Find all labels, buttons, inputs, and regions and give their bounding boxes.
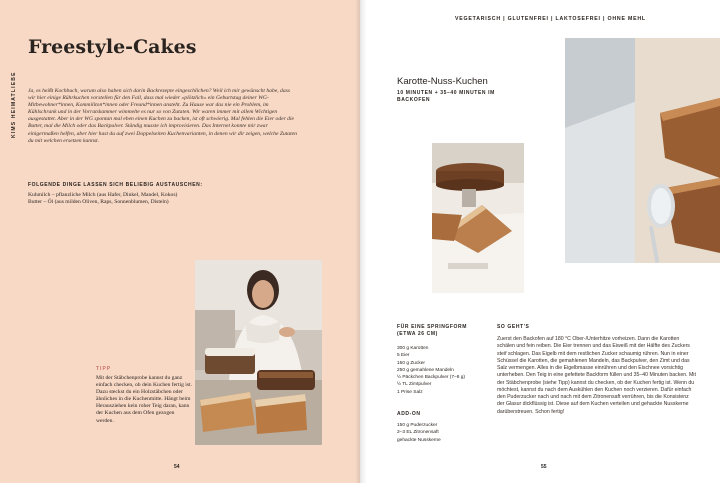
photo-carrot-cake bbox=[432, 143, 524, 293]
swap-item-milk: Kuhmilch – pflanzliche Milch (aus Hafer, Dinkel, Mandel, Kokos) bbox=[28, 192, 178, 198]
ingredients-list bbox=[397, 345, 465, 396]
swap-item-butter: Butter – Öl (aus milden Oliven, Raps, Sonnenblumen, Disteln) bbox=[28, 199, 169, 206]
steps-heading: SO GEHT'S bbox=[497, 324, 530, 330]
tipp-text: Mit der Stäbchenprobe kannst du ganz einfach checken, ob dein Kuchen fertig ist. Dazu steckst du ein Holzstäbchen oder ähnliches in die Kuchenmitte. Hängt beim Herausziehen kein roher Teig daran, kann der Kuchen aus dem Ofen gezogen werden. bbox=[96, 375, 192, 424]
cake-slices-photo-illustration bbox=[565, 38, 720, 263]
recipe-time: 10 MINUTEN + 35–40 MINUTEN IM BACKOFEN bbox=[397, 90, 495, 103]
ingredient-item: ½ TL Zimtpulver bbox=[397, 382, 432, 388]
ingredient-item: 1 Prise Salz bbox=[397, 389, 423, 395]
ingredient-item: 300 g Karotten bbox=[397, 346, 429, 351]
side-label bbox=[6, 40, 16, 140]
diet-tags: VEGETARISCH | GLUTENFREI | LAKTOSEFREI | OHNE MEHL bbox=[455, 16, 646, 22]
addon-item: 2–3 EL Zitronensaft bbox=[397, 430, 439, 436]
carrot-cake-photo-illustration bbox=[432, 143, 524, 293]
page-number-left: 54 bbox=[174, 464, 180, 470]
addon-item: gehackte Nusskerne bbox=[397, 437, 441, 443]
ingredient-item: 5 Eier bbox=[397, 353, 410, 359]
page-title: Freestyle-Cakes bbox=[28, 36, 197, 58]
addon-heading: ADD-ON bbox=[397, 411, 421, 417]
woman-photo-illustration bbox=[195, 260, 322, 445]
addon-item: 150 g Puderzucker bbox=[397, 423, 438, 428]
photo-woman-decorating-cake bbox=[195, 260, 322, 445]
steps-text: Zuerst den Backofen auf 180 °C Ober-/Unterhitze vorheizen. Dann die Karotten schälen und fein reiben. Die Eier trennen und das Eiweiß mit der Hälfte des Zuckers steif schlagen. Das Eigelb mit dem restlichen Zucker schaumig rühren. Nun in einer Schüssel die Karotten, die gemahlenen Mandeln, das Backpulver, den Zimt und das Salz vermengen. Alles in die Eigelbmasse einrühren und den Eischnee vorsichtig unterheben. Den Teig in eine gefettete Backform füllen und 35–40 Minuten backen. Mit der Stäbchenprobe (siehe Tipp) kannst du checken, ob der Kuchen fertig ist. Wenn du möchtest, kannst du nach dem Auskühlen den Kuchen noch verzieren. Dafür einfach den Puderzucker nach und nach mit dem Zitronensaft verrühren, bis die Konsistenz der Glasur dickflüssig ist. Diese auf dem Kuchen verteilen und gehackte Nusskerne darüberstreuen. Schon fertig! bbox=[497, 336, 696, 415]
photo-cake-slices-top bbox=[565, 38, 720, 263]
swap-list bbox=[28, 192, 177, 206]
ingredients-heading: FÜR EINE SPRINGFORM (ETWA 26 CM) bbox=[397, 324, 468, 337]
page-number-right: 55 bbox=[541, 464, 547, 470]
addon-list bbox=[397, 422, 441, 444]
ingredient-item: 150 g Zucker bbox=[397, 360, 425, 366]
intro-paragraph: Ja, es heißt Kochbuch, warum also haben sich darin Backrezepte eingeschlichen? Weil ich mir gewünscht habe, dass wir hier einige Rührkuchen vorstellen für den Fall, dass mal wieder »plötzlich« ein Geburtstag deiner WG-Mitbewohner*innen, Kommiliton*innen oder Freund*innen ansteht. Zu Hause war das nie ein Problem, im Kühlschrank und in der Vorratskammer wimmelte es nur so von Zutaten. Wir waren immer mit allem Wichtigen ausgestattet. Aber in der WG spontan mal eben einen Kuchen zu backen, ist oft schwierig. Mal fehlen die Eier oder die Butter, mal die Milch oder das Backpulver. Ständig musste ich improvisieren. Das Internet konnte mir zwar einigermaßen helfen, aber hier hast du auf zwei Doppelseiten Kuchenvarianten, in denen wir dir zeigen, welche Zutaten du mit welchen ersetzen kannst. bbox=[28, 88, 297, 144]
recipe-title: Karotte-Nuss-Kuchen bbox=[397, 76, 488, 87]
tipp-label: TIPP bbox=[96, 366, 112, 372]
ingredient-item: 250 g gemahlene Mandeln bbox=[397, 367, 454, 373]
swap-heading: FOLGENDE DINGE LASSEN SICH BELIEBIG AUSTAUSCHEN: bbox=[28, 182, 203, 188]
book-gutter bbox=[355, 0, 367, 483]
ingredient-item: ½ Päckchen Backpulver (7–8 g) bbox=[397, 375, 465, 381]
side-label-text: KIMS HEIMATLIEBE bbox=[11, 71, 17, 138]
